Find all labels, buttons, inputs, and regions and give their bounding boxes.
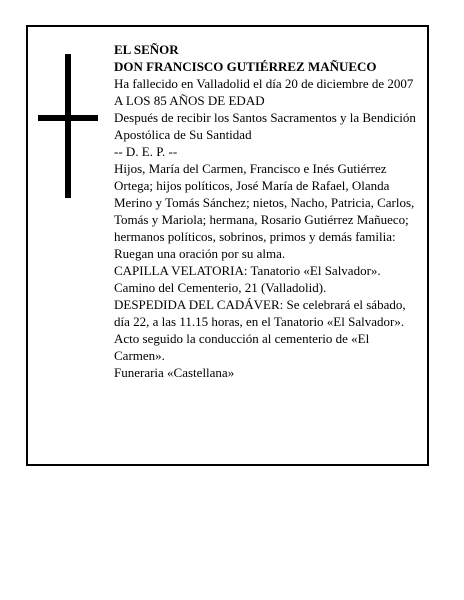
funeral-home: Funeraria «Castellana» (114, 365, 235, 380)
death-info: Ha fallecido en Valladolid el día 20 de diciembre de 2007 (114, 76, 414, 91)
prayer-line: Ruegan una oración por su alma. (114, 246, 286, 261)
title-line-1: EL SEÑOR (114, 42, 179, 57)
age-line: A LOS 85 AÑOS DE EDAD (114, 93, 265, 108)
family-paragraph: Hijos, María del Carmen, Francisco e Inés Gutiérrez Ortega; hijos políticos, José María de Rafael, Olanda Merino y Tomás Sánchez; nietos, Nacho, Patricia, Carlos, Tomás y Mariola; hermana, Rosario Gutiérrez Mañueco; hermanos políticos, sobrinos, primos y demás familia: (114, 161, 415, 244)
obituary-notice (26, 25, 429, 466)
chapel-info: CAPILLA VELATORIA: Tanatorio «El Salvador». Camino del Cementerio, 21 (Valladolid). (114, 263, 381, 295)
obituary-text (114, 41, 416, 381)
title-line-2: DON FRANCISCO GUTIÉRREZ MAÑUECO (114, 59, 377, 74)
cross-icon (38, 54, 98, 198)
farewell-info: DESPEDIDA DEL CADÁVER: Se celebrará el sábado, día 22, a las 11.15 horas, en el Tanatorio «El Salvador». Acto seguido la conducción al cementerio de «El Carmen». (114, 297, 406, 363)
sacraments-line: Después de recibir los Santos Sacramentos y la Bendición Apostólica de Su Santidad (114, 110, 416, 142)
cross-vertical-bar (65, 54, 71, 198)
cross-horizontal-bar (38, 115, 98, 121)
dep-line: -- D. E. P. -- (114, 144, 178, 159)
